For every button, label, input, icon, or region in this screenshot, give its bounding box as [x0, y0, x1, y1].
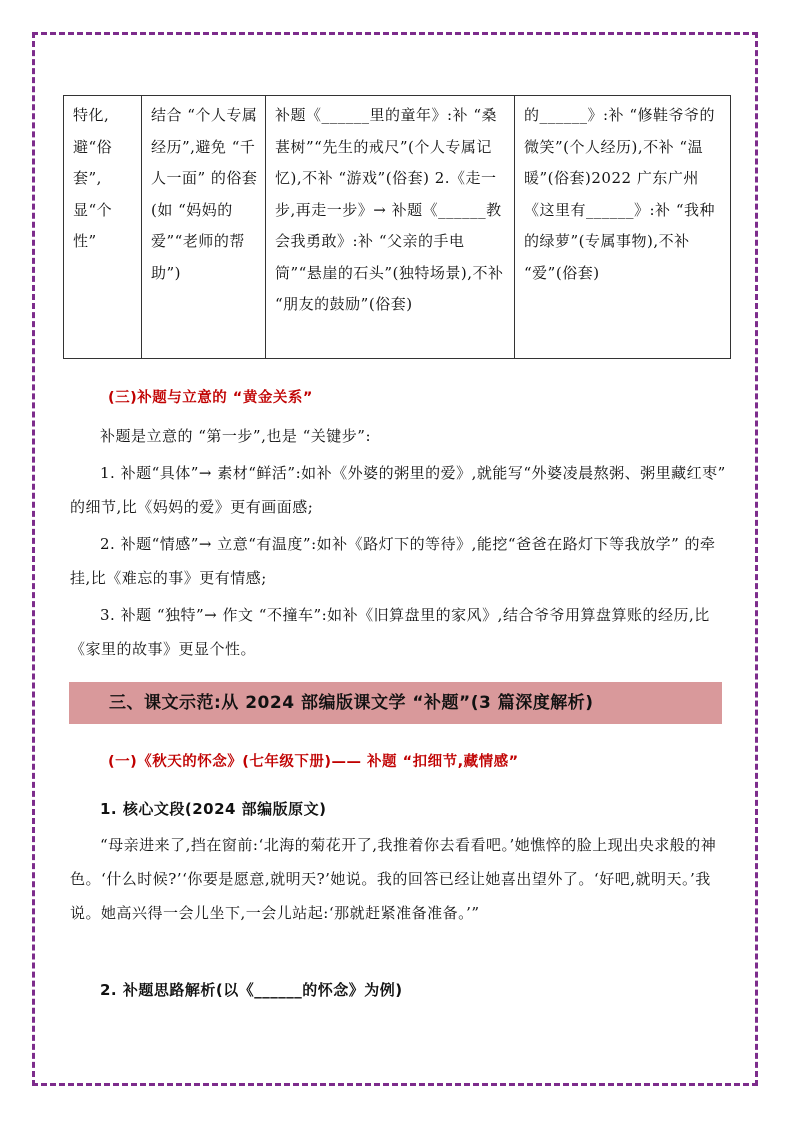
table-cell-exam-examples: 的______》:补 “修鞋爷爷的微笑”(个人经历),不补 “温暖”(俗套)2022 广东广州《这里有______》:补 “我种的绿萝”(专属事物),不补 “爱”(俗套) [515, 96, 731, 359]
section3-item-2 [70, 527, 730, 595]
section3-intro [70, 419, 730, 453]
section3-title: (三)补题与立意的 “黄金关系” [108, 390, 313, 406]
table-row [64, 96, 731, 359]
section3-item-1 [70, 456, 730, 524]
section-banner: 三、课文示范:从 2024 部编版课文学 “补题”(3 篇深度解析) [69, 682, 722, 724]
table-cell-textbook-examples: 补题《______里的童年》:补 “桑葚树”“先生的戒尺”(个人专属记忆),不补 “游戏”(俗套) 2.《走一步,再走一步》→ 补题《______教会我勇敢》:补 “父亲的手电筒”“悬崖的石头”(独特场景),不补 “朋友的鼓励”(俗套) [266, 96, 515, 359]
subsection1-heading-1: 1. 核心文段(2024 部编版原文) [100, 800, 327, 818]
section3-item-3 [70, 598, 730, 666]
section3-intro-text: 补题是立意的 “第一步”,也是 “关键步”: [100, 427, 372, 445]
section3-item-3-text: 3. 补题 “独特”→ 作文 “不撞车”:如补《旧算盘里的家风》,结合爷爷用算盘算账的经历,比《家里的故事》更显个性。 [70, 606, 710, 658]
section3-item-2-text: 2. 补题“情感”→ 立意“有温度”:如补《路灯下的等待》,能挖“爸爸在路灯下等我放学” 的牵挂,比《难忘的事》更有情感; [70, 535, 716, 587]
subsection1-title: (一)《秋天的怀念》(七年级下册)—— 补题 “扣细节,藏情感” [108, 754, 519, 770]
table-cell-method: 结合 “个人专属经历”,避免 “千人一面” 的俗套(如 “妈妈的爱”“老师的帮助”) [142, 96, 266, 359]
subsection1-heading-2: 2. 补题思路解析(以《______的怀念》为例) [100, 981, 403, 999]
subsection1-quote-text: “母亲进来了,挡在窗前:‘北海的菊花开了,我推着你去看看吧。’她憔悴的脸上现出央求般的神色。‘什么时候?’‘你要是愿意,就明天?’她说。我的回答已经让她喜出望外了。‘好吧,就明天。’我说。她高兴得一会儿坐下,一会儿站起:‘那就赶紧准备准备。’” [70, 836, 717, 922]
example-table [63, 95, 731, 359]
section3-item-1-text: 1. 补题“具体”→ 素材“鲜活”:如补《外婆的粥里的爱》,就能写“外婆凌晨熬粥、粥里藏红枣” 的细节,比《妈妈的爱》更有画面感; [70, 464, 726, 516]
subsection1-quote [70, 828, 730, 930]
table-cell-type: 特化,避“俗套”,显“个性” [64, 96, 142, 359]
